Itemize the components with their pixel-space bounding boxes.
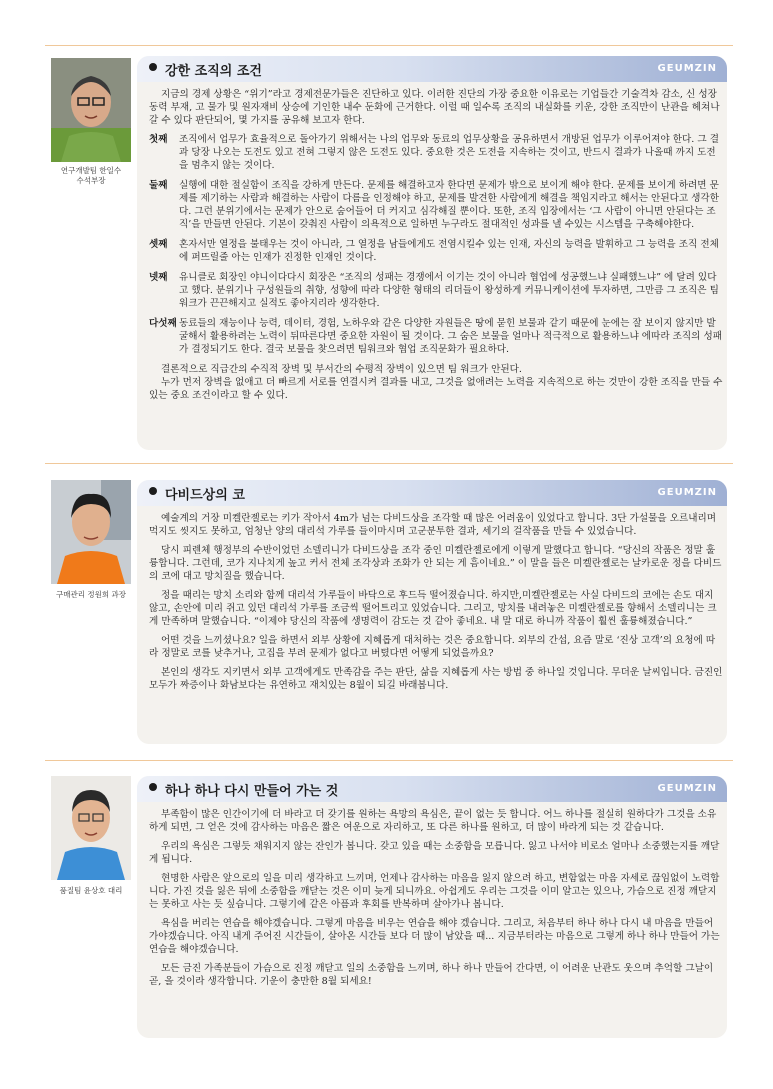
article-body [149, 808, 723, 994]
paragraph: 본인의 생각도 지키면서 외부 고객에게도 만족감을 주는 판단, 삶을 지혜롭게 사는 방법 중 하나일 것입니다. 무더운 날씨입니다. 금진인 모두가 짜증이나 화남보다는 유연하고 재치있는 8월이 되길 바래봅니다. [149, 667, 723, 691]
article-title: 강한 조직의 조건 [165, 64, 262, 79]
paragraph: 어떤 것을 느끼셨나요? 일을 하면서 외부 상황에 지혜롭게 대처하는 것은 중요합니다. 외부의 간섭, 요즘 말로 ‘진상 고객’의 요청에 따라 정말로 코를 낮추거나, 고집을 부려 문제가 없다고 버텼다면 어떻게 되었을까요? [149, 635, 716, 659]
paragraph: 욕심을 버리는 연습을 해야겠습니다. 그렇게 마음을 비우는 연습을 해야 겠습니다. 그리고, 처음부터 하나 하나 다시 내 마음을 만들어 가야겠습니다. 아직 내게 주어진 시간들이, 살아온 시간들 보다 더 많이 남았을 때... 지금부터라는 마음으로 그렇게 하나 하나 만들어 가는 연습을 해야겠습니다. [149, 918, 720, 955]
list-item: 첫째 조직에서 업무가 효율적으로 돌아가기 위해서는 나의 업무와 동료의 업무상황을 공유하면서 개방된 업무가 이루어져야 한다. 그 결과 당장 나오는 도전도 있고 전혀 그렇지 않은 도전도 있다. 중요한 것은 도전을 지속하는 것이고, 반드시 결과가 나올때 까지 도전을 멈추지 않는 것이다. [149, 134, 719, 171]
bullet-icon [149, 783, 157, 791]
article-box [137, 480, 727, 744]
article-box [137, 776, 727, 1038]
section-divider [45, 463, 733, 464]
outro-paragraph: 누가 먼저 장벽을 없애고 더 빠르게 서로를 연결시켜 결과를 내고, 그것을 없애려는 노력을 지속적으로 하는 것만이 강한 조직을 만들 수 있는 중요 조건이라고 할 수 있다. [149, 377, 723, 401]
paragraph: 우리의 욕심은 그렇듯 채워지지 않는 잔인가 봅니다. 갖고 있을 때는 소중함을 모릅니다. 잃고 나서야 비로소 얼마나 소중했는지를 깨닫게 됩니다. [149, 841, 720, 865]
article-title: 하나 하나 다시 만들어 가는 것 [165, 784, 339, 799]
author-caption: 구매관리 정원희 과장 [56, 590, 126, 599]
article-one-by-one [45, 766, 733, 1056]
bullet-icon [149, 487, 157, 495]
article-body [149, 512, 723, 698]
article-header [137, 480, 727, 506]
paragraph: 모든 금진 가족분들이 가슴으로 진정 깨닫고 일의 소중함을 느끼며, 하나 하나 만들어 간다면, 이 어려운 난관도 웃으며 추억할 그날이 곧, 올 것이라 생각합니다. 기운이 충만한 8월 되세요! [149, 963, 714, 987]
author-photo [51, 776, 131, 880]
article-box [137, 56, 727, 450]
article-strong-organization [45, 50, 733, 450]
list-item: 다섯째 동료들의 재능이나 능력, 데이터, 경험, 노하우와 같은 다양한 자원들은 땅에 묻힌 보물과 같기 때문에 눈에는 잘 보이지 않지만 발굴해서 활용하려는 노력이 뒤따른다면 중요한 자원이 될 것이다. 그 숨은 보물을 얼마나 적극적으로 활용하느냐 에따라 조직의 성패가 결정되기도 한다. 결국 보물을 찾으려면 팀워크와 협업 조직문화가 필요하다. [149, 318, 723, 355]
outro-paragraph: 결론적으로 직급간의 수직적 장벽 및 부서간의 수평적 장벽이 있으면 팀 워크가 안된다. [161, 364, 522, 375]
list-item: 넷째 유니클로 회장인 야니이다다시 회장은 “조직의 성패는 경쟁에서 이기는 것이 아니라 협업에 성공했느냐 실패했느냐” 에 달려 있다고 했다. 분위기나 구성원들의 취향, 성향에 따라 다양한 형태의 리더들이 왕성하게 커뮤니케이션에 투자하면, 그만큼 그 조직은 팀워크가 끈끈해지고 실적도 좋아지리라 생각한다. [149, 272, 719, 309]
paragraph: 현명한 사람은 앞으로의 일을 미리 생각하고 느끼며, 언제나 감사하는 마음을 잃지 않으려 하고, 변함없는 마음 자세로 끊임없이 노력합니다. 가진 것을 잃은 뒤에 소중함을 깨닫는 것은 이미 늦게 되니까요. 아쉽게도 우리는 그것을 이미 알고는 있으나, 가슴으로 진정 깨닫지는 못하고 사는 듯 싶습니다. 그렇기에 같은 아픔과 후회를 반복하며 살아가나 봅니다. [149, 873, 720, 910]
author-caption: 연구개발팀 한일수 수석부장 [60, 166, 122, 185]
bullet-icon [149, 63, 157, 71]
brand-label: GEUMZIN [657, 487, 717, 498]
article-title: 다비드상의 코 [165, 488, 245, 503]
paragraph: 예술계의 거장 미켈란젤로는 키가 작아서 4m가 넘는 다비드상을 조각할 때 많은 어려움이 있었다고 합니다. 3단 가설물을 오르내리며 먹지도 씻지도 못하고, 엄청난 양의 대리석 가루를 들이마시며 고군분투한 결과, 세기의 걸작품을 만들 수 있었습니다. [149, 513, 717, 537]
article-header [137, 56, 727, 82]
article-david-nose [45, 470, 733, 748]
paragraph: 정을 때리는 망치 소리와 함께 대리석 가루들이 바닥으로 후드득 떨어졌습니다. 하지만,미켈란젤로는 사실 다비드의 코에는 손도 대지 않고, 손안에 미리 쥐고 있던 대리석 가루를 조금씩 떨어트리고 있었습니다. 그리고, 망치를 내려놓은 미켈란젤로를 향해서 소델리니는 크게 만족하며 말했습니다. “이제야 당신의 작품에 생명력이 감도는 것 같아 좋네요. 내 말 대로 하니까 작품이 훨씬 훌륭해졌습니다.” [149, 590, 717, 627]
author-photo [51, 58, 131, 162]
article-header [137, 776, 727, 802]
paragraph: 당시 피렌체 행정부의 수반이었던 소델리니가 다비드상을 조각 중인 미켈란젤로에게 이렇게 말했다고 합니다. “당신의 작품은 정말 훌륭합니다. 그런데, 코가 지나치게 높고 커서 전체 조각상과 조화가 안 되는 게 흠이네요.” 이 말을 들은 미켈란젤로는 날카로운 정을 다비드의 코에 대고 망치질을 했습니다. [149, 545, 722, 582]
author-caption: 품질팀 윤상호 대리 [59, 886, 123, 895]
section-divider [45, 760, 733, 761]
list-item: 둘째 실행에 대한 절실함이 조직을 강하게 만든다. 문제를 해결하고자 한다면 문제가 밖으로 보이게 해야 한다. 문제를 보이게 하려면 문제를 제기하는 사람과 해결하는 사람이 다름을 인정해야 하고, 문제를 발견한 사람에게 해결을 책임지라고 해서는 안된다고 생각한다. 그런 분위기에서는 문제가 안으로 숨어들어 더 커지고 심각해질 뿐이다. 또한, 조직 입장에서는 ‘그 사람이 아니면 안된다는 조직’을 만들면 안된다. 기본이 갖춰진 사람이 의욕적으로 일하면 누구라도 절대적인 성과를 낼 수있는 시스템을 구축해야한다. [149, 180, 719, 230]
brand-label: GEUMZIN [657, 783, 717, 794]
paragraph: 부족함이 많은 인간이기에 더 바라고 더 갖기를 원하는 욕망의 욕심은, 끝이 없는 듯 합니다. 어느 하나를 절실히 원하다가 그것을 소유하게 되면, 그 얻은 것에 감사하는 마음은 짧은 여운으로 자리하고, 또 다른 하나를 원하고, 더 많이 바라게 되는 것 같습니다. [149, 809, 717, 833]
brand-label: GEUMZIN [657, 63, 717, 74]
author-photo [51, 480, 131, 584]
article-body [149, 88, 723, 408]
top-divider [45, 45, 733, 46]
intro-paragraph: 지금의 경제 상황은 “위기”라고 경제전문가들은 진단하고 있다. 이러한 진단의 가장 중요한 이유로는 기업들간 기술격차 감소, 신 성장 동력 부재, 고 물가 및 원자재비 상승에 기인한 내수 둔화에 근거한다. 이럴 때 일수록 조직의 내실화를 키운, 강한 조직만이 난관을 헤쳐나갈 수 있다 판단되어, 몇 가지를 공유해 보고자 한다. [149, 89, 720, 126]
list-item: 셋째 혼자서만 열정을 불태우는 것이 아니라, 그 열정을 남들에게도 전염시킬수 있는 인재, 자신의 능력을 발휘하고 그 능력을 조직 전체에 퍼뜨릴줄 아는 인재가 진정한 인재인 것이다. [149, 239, 719, 263]
